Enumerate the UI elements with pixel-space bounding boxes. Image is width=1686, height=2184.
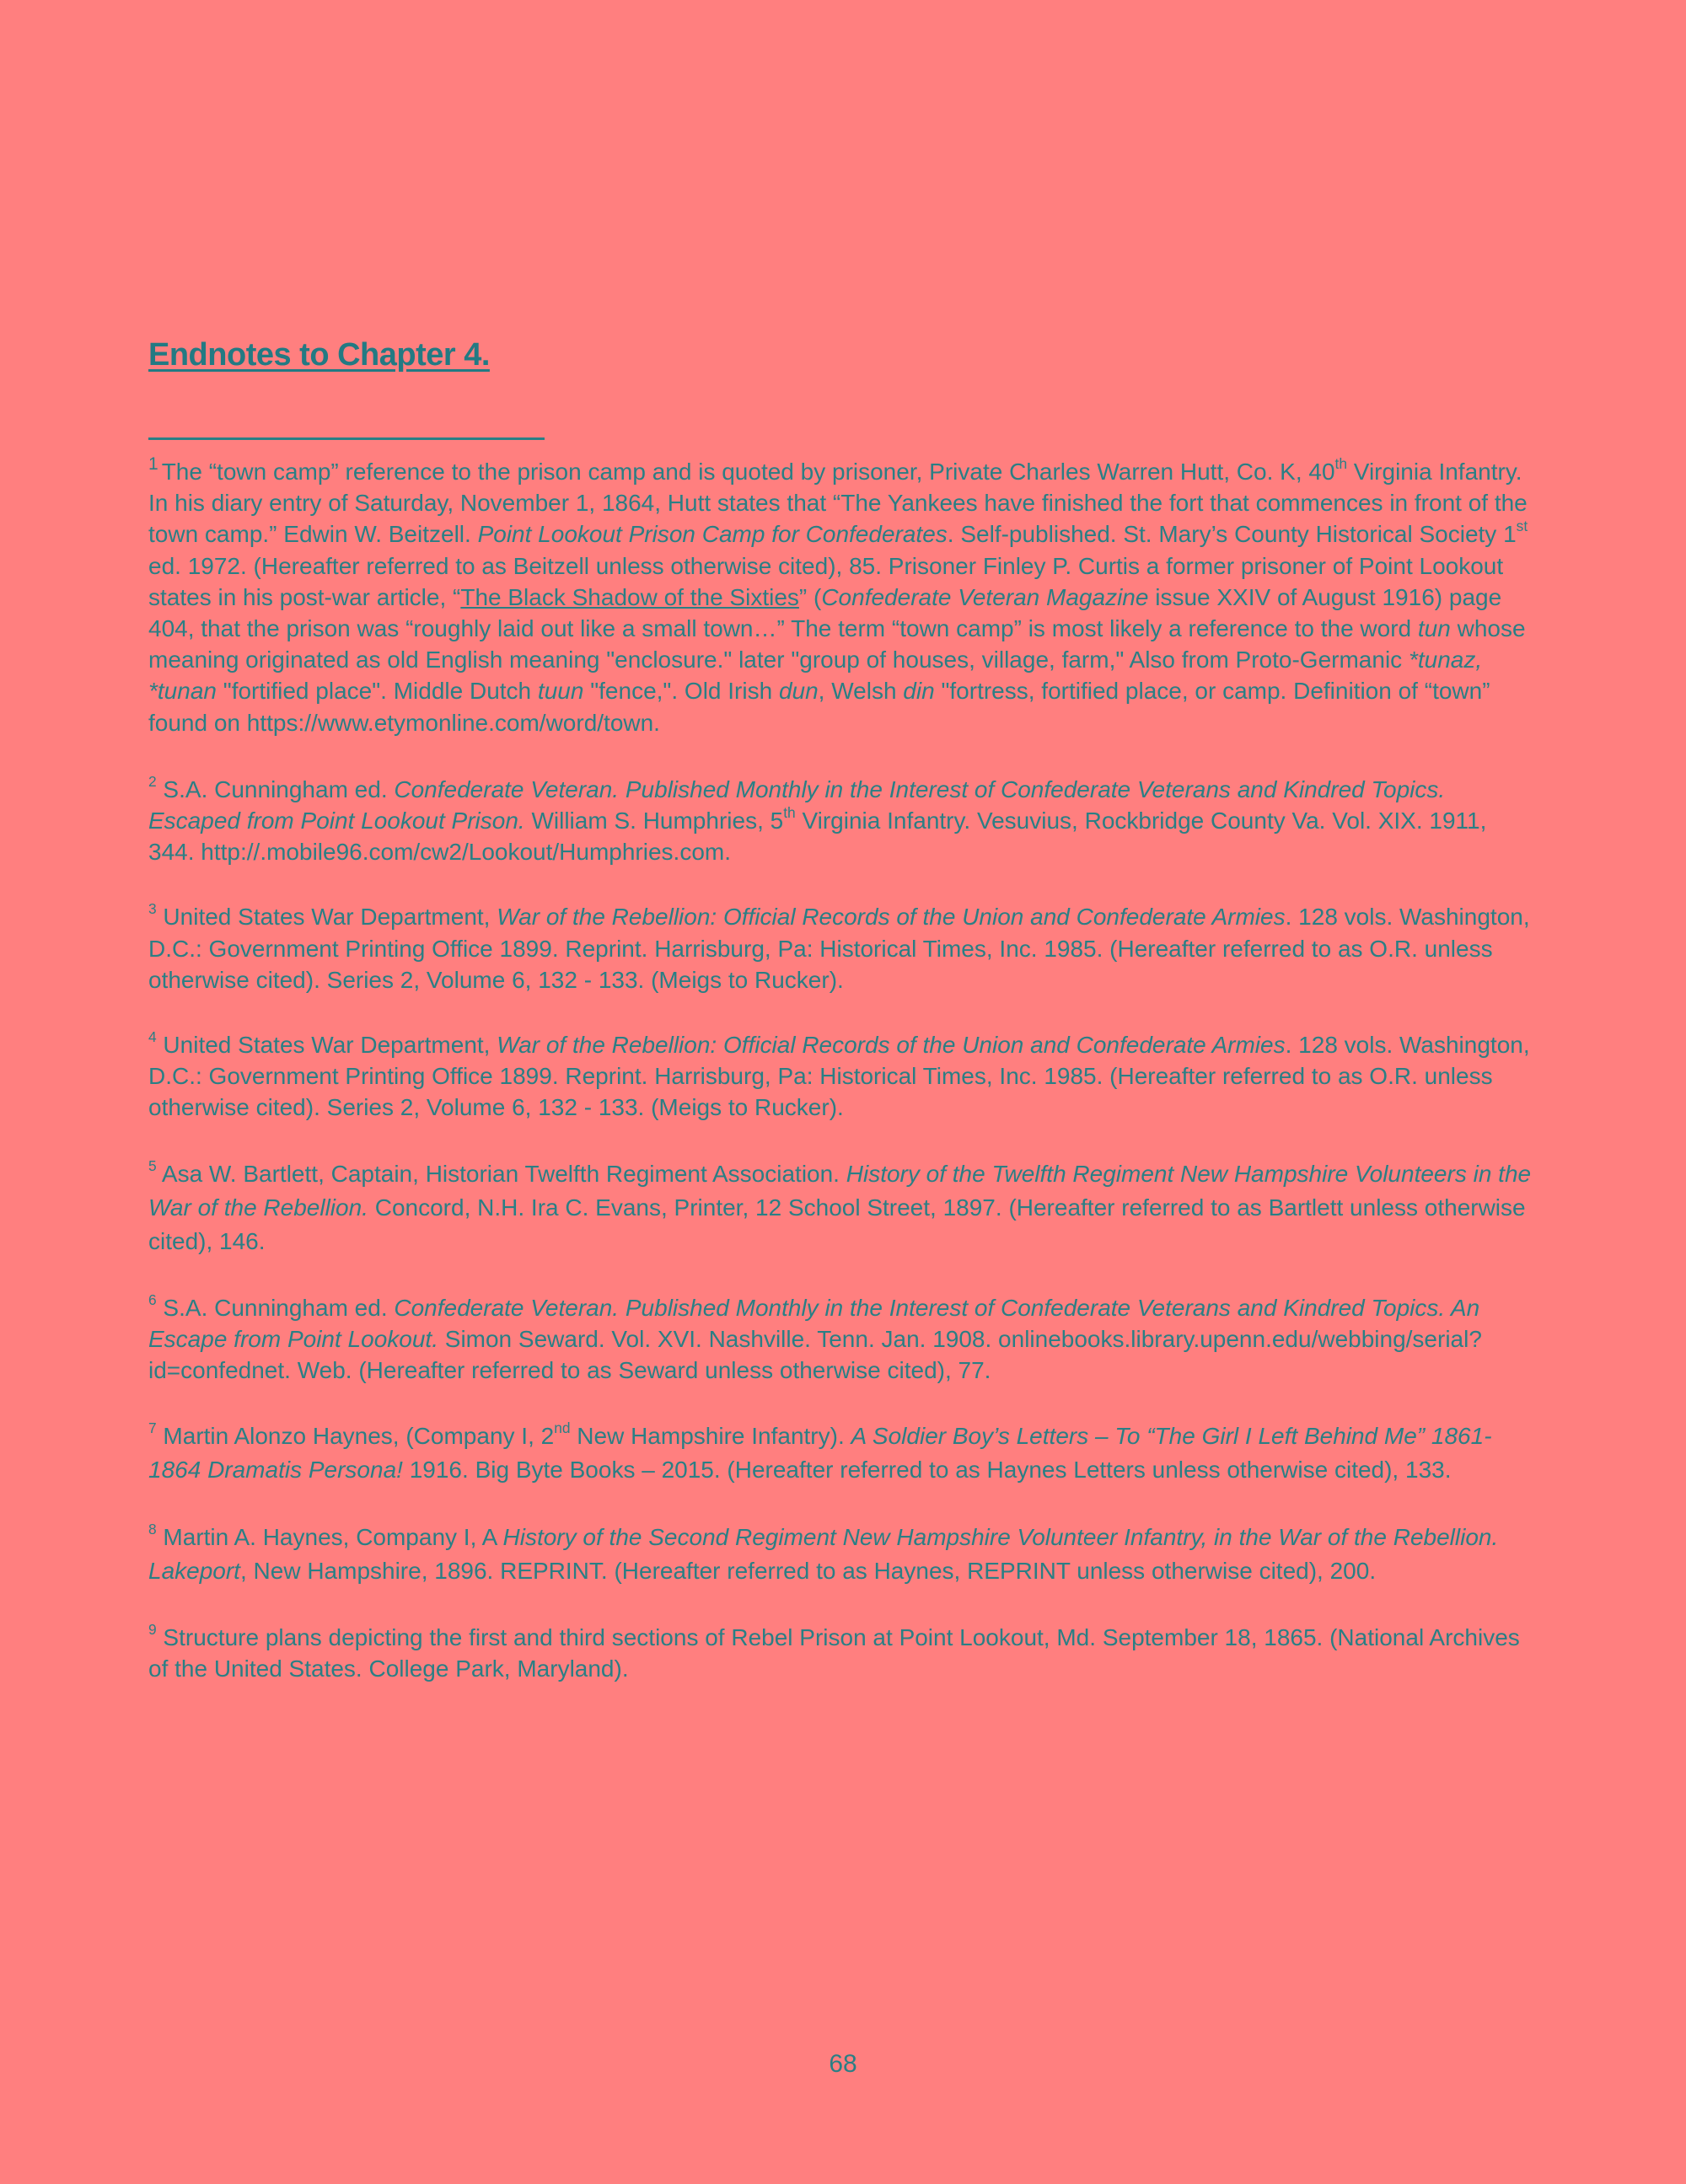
endnote-9: $^9$ Structure plans depicting the first and third sections of Rebel Prison at Point Lookout, Md. September 18, 1865. (National Archives of the United States. College Park, Maryland).	[148, 1621, 1520, 1682]
endnote-8: $^8$ Martin A. Haynes, Company I, A History of the Second Regiment New Hampshire Volunteer Infantry, in the War of the Rebellion. Lakeport, New Hampshire, 1896. REPRINT. (Hereafter referred to as Haynes, REPRINT unless otherwise cited), 200.	[148, 1521, 1499, 1585]
endnote-number: 3	[148, 900, 157, 918]
endnote-7: $^7$ Martin Alonzo Haynes, (Company I, 2nd New Hampshire Infantry). A Soldier Boy’s Letters – To “The Girl I Left Behind Me” 1861-1864 Dramatis Persona! 1916. Big Byte Books – 2015. (Hereafter referred to as Haynes Letters unless otherwise cited), 133.	[148, 1419, 1492, 1484]
endnote-number: 9	[148, 1621, 157, 1639]
endnote-1: $^1$ The “town camp” reference to the prison camp and is quoted by prisoner, Private Charles Warren Hutt, Co. K, 40th Virginia Infantry. In his diary entry of Saturday, November 1, 1864, Hutt states that “The Yankees have finished the fort that commences in front of the town camp.” Edwin W. Beitzell. Point Lookout Prison Camp for Confederates. Self-published. St. Mary’s County Historical Society 1st ed. 1972. (Hereafter referred to as Beitzell unless otherwise cited), 85. Prisoner Finley P. Curtis a former prisoner of Point Lookout states in his post-war article, “The Black Shadow of the Sixties” (Confederate Veteran Magazine issue XXIV of August 1916) page 404, that the prison was “roughly laid out like a small town…” The term “town camp” is most likely a reference to the word tun whose meaning originated as old English meaning "enclosure." later "group of houses, village, farm," Also from Proto-Germanic *tunaz, *tunan "fortified place". Middle Dutch tuun "fence,". Old Irish dun, Welsh din "fortress, fortified place, or camp. Definition of “town” found on https://www.etymonline.com/word/town.	[148, 454, 1528, 736]
endnote-5: $^5$ Asa W. Bartlett, Captain, Historian Twelfth Regiment Association. History of the Twelfth Regiment New Hampshire Volunteers in the War of the Rebellion. Concord, N.H. Ira C. Evans, Printer, 12 School Street, 1897. (Hereafter referred to as Bartlett unless otherwise cited), 146.	[148, 1156, 1532, 1254]
endnote-number: 5	[148, 1156, 157, 1174]
endnote-number: 1	[148, 454, 158, 475]
endnotes-list	[148, 456, 1536, 1719]
endnote-number: 6	[148, 1291, 157, 1308]
endnote-number: 2	[148, 772, 157, 790]
endnote-6: $^6$ S.A. Cunningham ed. Confederate Veteran. Published Monthly in the Interest of Confederate Veterans and Kindred Topics. An Escape from Point Lookout. Simon Seward. Vol. XVI. Nashville. Tenn. Jan. 1908. onlinebooks.library.upenn.edu/webbing/serial?id=confednet. Web. (Hereafter referred to as Seward unless otherwise cited), 77.	[148, 1291, 1482, 1384]
endnote-number: 4	[148, 1028, 157, 1046]
footnote-separator-rule	[148, 437, 545, 440]
endnote-number: 8	[148, 1521, 157, 1538]
chapter-endnotes-heading: Endnotes to Chapter 4.	[148, 337, 490, 373]
endnote-number: 7	[148, 1419, 157, 1437]
endnote-3: $^3$ United States War Department, War of the Rebellion: Official Records of the Union and Confederate Armies. 128 vols. Washington, D.C.: Government Printing Office 1899. Reprint. Harrisburg, Pa: Historical Times, Inc. 1985. (Hereafter referred to as O.R. unless otherwise cited). Series 2, Volume 6, 132 - 133. (Meigs to Rucker).	[148, 900, 1530, 993]
endnote-2: $^2$ S.A. Cunningham ed. Confederate Veteran. Published Monthly in the Interest of Confederate Veterans and Kindred Topics. Escaped from Point Lookout Prison. William S. Humphries, 5th Virginia Infantry. Vesuvius, Rockbridge County Va. Vol. XIX. 1911, 344. http://.mobile96.com/cw2/Lookout/Humphries.com.	[148, 772, 1487, 866]
article-title-link: The Black Shadow of the Sixties	[460, 583, 799, 610]
page-number: 68	[829, 2050, 857, 2078]
endnote-4: $^4$ United States War Department, War of the Rebellion: Official Records of the Union and Confederate Armies. 128 vols. Washington, D.C.: Government Printing Office 1899. Reprint. Harrisburg, Pa: Historical Times, Inc. 1985. (Hereafter referred to as O.R. unless otherwise cited). Series 2, Volume 6, 132 - 133. (Meigs to Rucker).	[148, 1028, 1530, 1121]
